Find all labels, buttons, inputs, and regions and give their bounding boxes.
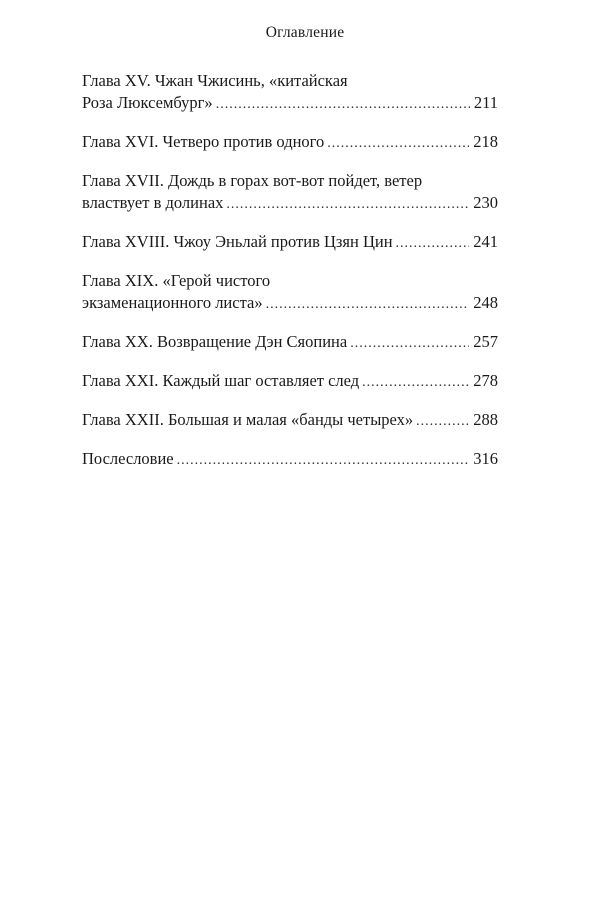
dot-leader bbox=[216, 94, 470, 116]
toc-entry-last-line bbox=[82, 92, 498, 116]
page-title: Оглавление bbox=[265, 24, 345, 41]
toc-entry-title: властвует в долинах bbox=[82, 193, 224, 212]
toc-entry-title: Глава XV. Чжан Чжисинь, «китайская bbox=[82, 71, 348, 90]
toc-entry-title-line bbox=[82, 270, 498, 292]
toc-entry-title: экзаменационного листа» bbox=[82, 293, 263, 312]
toc-entry-title: Глава XVI. Четверо против одного bbox=[82, 132, 325, 151]
toc-page-number: 278 bbox=[473, 371, 498, 390]
toc-entry-last-line bbox=[82, 448, 498, 472]
toc-entry-title: Глава XXII. Большая и малая «банды четырех» bbox=[82, 410, 414, 429]
toc-entry-last-line bbox=[82, 192, 498, 216]
toc-page-number: 248 bbox=[473, 293, 498, 312]
toc-entry[interactable] bbox=[82, 448, 498, 472]
toc-entry-title: Глава XVII. Дождь в горах вот-вот пойдет, ветер bbox=[82, 171, 423, 190]
toc-entry[interactable] bbox=[82, 170, 498, 216]
toc-entry[interactable] bbox=[82, 370, 498, 394]
dot-leader bbox=[416, 411, 469, 433]
table-of-contents bbox=[82, 70, 498, 487]
toc-page-number: 316 bbox=[473, 449, 498, 468]
dot-leader bbox=[362, 372, 469, 394]
toc-entry-title: Глава XVIII. Чжоу Эньлай против Цзян Цин bbox=[82, 232, 393, 251]
dot-leader bbox=[177, 450, 470, 472]
toc-entry[interactable] bbox=[82, 131, 498, 155]
toc-entry-title-line bbox=[82, 170, 498, 192]
toc-entry[interactable] bbox=[82, 70, 498, 116]
toc-entry-title: Глава XXI. Каждый шаг оставляет след bbox=[82, 371, 360, 390]
toc-entry-title: Глава XIX. «Герой чистого bbox=[82, 271, 271, 290]
toc-entry[interactable] bbox=[82, 331, 498, 355]
toc-entry[interactable] bbox=[82, 270, 498, 316]
toc-entry-last-line bbox=[82, 370, 498, 394]
toc-page-number: 211 bbox=[473, 93, 498, 112]
toc-page-number: 241 bbox=[473, 232, 498, 251]
toc-page-number: 230 bbox=[473, 193, 498, 212]
toc-entry-title: Послесловие bbox=[82, 449, 174, 468]
toc-entry-title: Глава XX. Возвращение Дэн Сяопина bbox=[82, 332, 348, 351]
toc-page-number: 288 bbox=[473, 410, 498, 429]
toc-entry[interactable] bbox=[82, 409, 498, 433]
toc-entry-last-line bbox=[82, 292, 498, 316]
toc-page-number: 218 bbox=[473, 132, 498, 151]
dot-leader bbox=[350, 333, 469, 355]
toc-entry-last-line bbox=[82, 409, 498, 433]
toc-page-number: 257 bbox=[473, 332, 498, 351]
dot-leader bbox=[266, 294, 470, 316]
toc-entry-last-line bbox=[82, 331, 498, 355]
toc-entry[interactable] bbox=[82, 231, 498, 255]
dot-leader bbox=[396, 233, 470, 255]
dot-leader bbox=[327, 133, 469, 155]
toc-entry-title: Роза Люксембург» bbox=[82, 93, 213, 112]
toc-entry-last-line bbox=[82, 131, 498, 155]
dot-leader bbox=[226, 194, 469, 216]
toc-entry-last-line bbox=[82, 231, 498, 255]
toc-entry-title-line bbox=[82, 70, 498, 92]
